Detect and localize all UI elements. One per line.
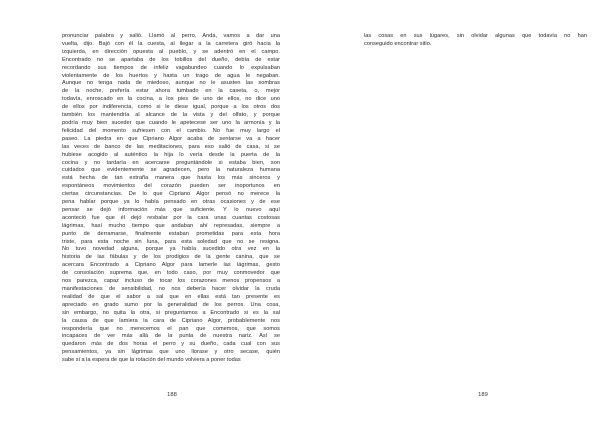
text-line: paseo. La piedra en que Cipriano Algor acaba de sentarse va a hacer [62,135,280,142]
text-line: cuidados que evidentemente se agradecen, pero la naturaleza humana [62,167,280,174]
text-line: sin embargo, no quita la otra, si preguntamos a Encontrado si es la sal [62,309,280,316]
text-line: pensar se dejó información más que suficiente. Y lo nuevo aquí [62,206,280,213]
text-line: ciertas circunstancias. De lo que Cipriano Algor pensó no merece la [62,191,280,198]
text-line: manifestaciones de sensibilidad, no nos debería hacer olvidar la cruda [62,286,280,292]
text-line: pena hablar porque ya lo había pensado en otras ocasiones y de ese [62,199,280,206]
text-line: lágrimas, hasí mucho tiempo que andaban ahí represadas, siempre a [62,222,280,229]
text-line: incapaces de ver más allá de la punta de nuestra nariz. Así se [62,333,280,340]
text-line: vuelta, dijo. Bajó con él la cuesta, al llegar a la carretera giró hacia la [62,40,280,47]
text-line: punto de derramarse, finalmente estaban prometidas para esta hora [62,230,280,237]
text-line: triste, para esta noche sin luna, para esta soledad que no se resigna. [62,238,280,245]
text-line: violentamente de los huertos y hasta un trago de agua le negaban. [62,72,280,79]
text-line: conseguido encontrar sitio. [364,40,432,47]
text-line: respondería que no merecemos el pan que comemos, que somos [62,325,280,332]
right-page-number: 189 [478,392,488,398]
text-line: de la noche, prefería estar ahora tumbado en la caseta, o, mejor [62,88,280,95]
text-line: de ellos por indiferencia, como si le diese igual, porque a los otros dos [62,104,280,111]
text-line: pronunciar palabra y salió. Llamó al perro, Anda, vamos a dar una [62,33,280,39]
text-line: la causa de que lamiera la cara de Cipriano Algor, probablemente nos [62,317,280,324]
left-page-body-text [62,33,280,365]
text-line: las cosas en sus lugares, sin olvidar algunas que todavía no han [364,33,587,39]
text-line: también los mantendría al alcance de la vista y del olfato, y porque [62,112,280,119]
text-line: Encontrado no se apartaba de los tobillos del dueño, debía de estar [62,56,280,63]
text-line: realidad de que el sabor a sal que en ellas está tan presente es [62,293,280,300]
text-line: No tuvo novedad alguna, porque ya había sucedido otra vez en la [62,246,280,253]
text-line: Aunque no tenga nada de miedoso, aunque no le asusten las sombras [62,80,280,87]
text-line: de consolación suprema que, en todo caso, por muy conmovedor que [62,270,280,277]
right-page [300,0,600,424]
left-page-number: 188 [167,392,177,398]
text-line: hubiese acogido al auténtico la hija lo vería desde la puerta de la [62,151,280,158]
text-line: está hecha de tan extraña manera que hasta los más sinceros y [62,175,280,182]
text-line: las veces de banco de las meditaciones, para eso salió de casa, si se [62,143,280,150]
text-line: quedaron más de dos horas el perro y su dueño, cada cual con sus [62,341,280,348]
text-line: recordando sus tiempos de infeliz vagabundeo cuando lo expulsaban [62,64,280,71]
text-line: izquierda, en dirección opuesta al pueblo, y se adentró en el campo. [62,48,280,55]
text-line: pensamientos, ya sin lágrimas que uno llorase y otro secase, quién [62,349,280,356]
text-line: aconteció fue que él dejó resbalar por la cara unas cuantas costosas [62,214,280,221]
text-line: nos parezca, capaz incluso de tocar los corazones menos propensos a [62,278,280,285]
text-line: podría muy bien suceder que cuando le apetecese ser uno la armonía y la [62,119,280,126]
text-line: apreciado en grado sumo por la generalidad de los perros. Una cosa, [62,301,280,308]
text-line: espontáneos movimientos del corazón pueden ser inoportunos en [62,183,280,190]
right-page-body-text [364,33,587,49]
text-line: todavía, enroscado en la cocina, a los pies de uno de ellos, no dice uno [62,96,280,103]
text-line: sabe si a la espera de que la rotación del mundo volviera a poner todas [62,357,241,364]
text-line: historia de las fábulas y de los prodigios de la gente canina, que se [62,254,280,261]
text-line: felicidad del momento sufriesen con el cambio. No fue muy largo el [62,127,280,134]
text-line: cocina y no tardaría en acercarse preguntándole si estaba bien, son [62,159,280,166]
text-line: acercara Encontrado a Cipriano Algor para lamerle las lágrimas, gesto [62,262,280,269]
